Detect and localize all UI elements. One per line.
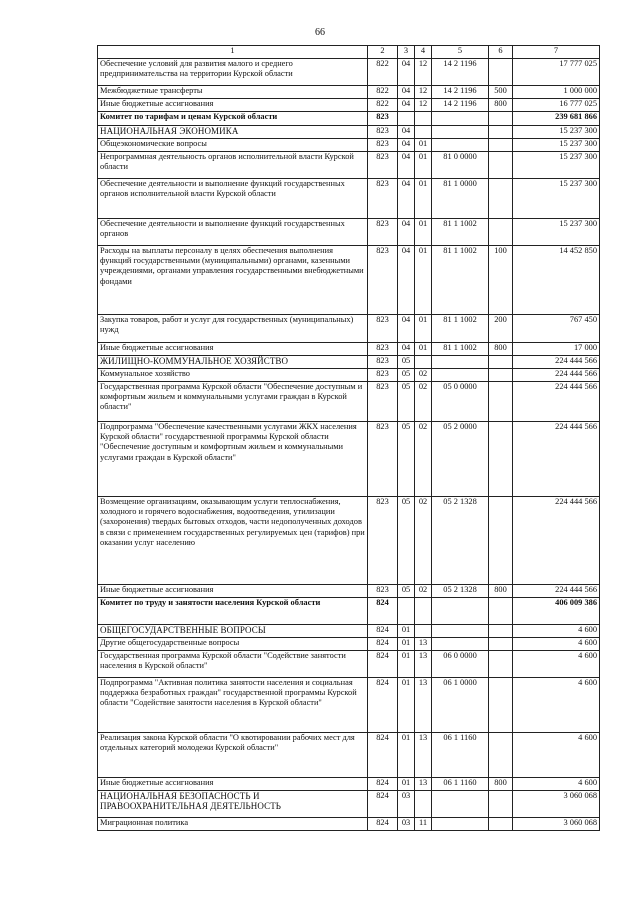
section-code-cell: 05 [398, 369, 415, 382]
subsection-code-cell: 13 [415, 651, 432, 678]
expense-type-cell [489, 126, 513, 139]
subsection-code-cell: 01 [415, 219, 432, 246]
target-article-cell [432, 598, 489, 625]
section-code-cell: 04 [398, 179, 415, 219]
target-article-cell [432, 818, 489, 831]
target-article-cell [432, 369, 489, 382]
header-row [98, 46, 600, 59]
target-article-cell: 05 2 1328 [432, 585, 489, 598]
table-row [98, 315, 600, 343]
name-cell: ЖИЛИЩНО-КОММУНАЛЬНОЕ ХОЗЯЙСТВО [98, 356, 368, 369]
expense-type-cell [489, 152, 513, 179]
table-row [98, 126, 600, 139]
subsection-code-cell: 12 [415, 99, 432, 112]
expense-type-cell: 200 [489, 315, 513, 343]
ved-code-cell: 822 [368, 99, 398, 112]
expense-type-cell [489, 356, 513, 369]
expense-type-cell [489, 422, 513, 497]
amount-cell: 224 444 566 [513, 369, 600, 382]
ved-code-cell: 824 [368, 778, 398, 791]
section-code-cell: 05 [398, 382, 415, 422]
expense-type-cell [489, 638, 513, 651]
target-article-cell [432, 625, 489, 638]
ved-code-cell: 823 [368, 369, 398, 382]
amount-cell: 15 237 300 [513, 126, 600, 139]
name-cell: Расходы на выплаты персоналу в целях обеспечения выполнения функций государственными (муниципальными) органами, казенными учреждениями, органами управления государственными внебюджетными фондами [98, 246, 368, 315]
subsection-code-cell: 01 [415, 179, 432, 219]
ved-code-cell: 824 [368, 733, 398, 778]
amount-cell: 17 000 [513, 343, 600, 356]
target-article-cell [432, 356, 489, 369]
table-row [98, 585, 600, 598]
expense-type-cell: 800 [489, 585, 513, 598]
table-row [98, 625, 600, 638]
ved-code-cell: 823 [368, 112, 398, 126]
target-article-cell: 05 2 0000 [432, 422, 489, 497]
subsection-code-cell: 12 [415, 59, 432, 86]
ved-code-cell: 824 [368, 638, 398, 651]
ved-code-cell: 824 [368, 818, 398, 831]
subsection-code-cell [415, 791, 432, 818]
subsection-code-cell [415, 126, 432, 139]
name-cell: Закупка товаров, работ и услуг для государственных (муниципальных) нужд [98, 315, 368, 343]
table-row [98, 382, 600, 422]
table-row [98, 112, 600, 126]
header-cell: 5 [432, 46, 489, 59]
subsection-code-cell: 02 [415, 382, 432, 422]
header-cell: 3 [398, 46, 415, 59]
amount-cell: 15 237 300 [513, 139, 600, 152]
ved-code-cell: 823 [368, 343, 398, 356]
name-cell: НАЦИОНАЛЬНАЯ БЕЗОПАСНОСТЬ И ПРАВООХРАНИТЕЛЬНАЯ ДЕЯТЕЛЬНОСТЬ [98, 791, 368, 818]
amount-cell: 4 600 [513, 733, 600, 778]
amount-cell: 224 444 566 [513, 497, 600, 585]
target-article-cell: 05 2 1328 [432, 497, 489, 585]
table-row [98, 139, 600, 152]
ved-code-cell: 823 [368, 422, 398, 497]
target-article-cell: 06 1 0000 [432, 678, 489, 733]
expense-type-cell [489, 625, 513, 638]
expense-type-cell [489, 651, 513, 678]
name-cell: Иные бюджетные ассигнования [98, 99, 368, 112]
section-code-cell: 04 [398, 219, 415, 246]
subsection-code-cell: 01 [415, 343, 432, 356]
table-row [98, 791, 600, 818]
section-code-cell: 04 [398, 139, 415, 152]
header-cell: 7 [513, 46, 600, 59]
amount-cell: 4 600 [513, 638, 600, 651]
expense-type-cell: 800 [489, 778, 513, 791]
section-code-cell [398, 598, 415, 625]
ved-code-cell: 823 [368, 126, 398, 139]
name-cell: Иные бюджетные ассигнования [98, 343, 368, 356]
name-cell: Обеспечение деятельности и выполнение функций государственных органов исполнительной власти Курской области [98, 179, 368, 219]
header-cell: 1 [98, 46, 368, 59]
expense-type-cell [489, 678, 513, 733]
target-article-cell: 06 0 0000 [432, 651, 489, 678]
header-cell: 6 [489, 46, 513, 59]
name-cell: Реализация закона Курской области "О квотировании рабочих мест для отдельных категорий молодежи Курской области" [98, 733, 368, 778]
section-code-cell: 04 [398, 59, 415, 86]
subsection-code-cell [415, 356, 432, 369]
amount-cell: 224 444 566 [513, 422, 600, 497]
ved-code-cell: 822 [368, 86, 398, 99]
ved-code-cell: 823 [368, 356, 398, 369]
table-row [98, 152, 600, 179]
table-body [98, 46, 600, 831]
subsection-code-cell: 12 [415, 86, 432, 99]
ved-code-cell: 822 [368, 59, 398, 86]
expense-type-cell [489, 112, 513, 126]
table-row [98, 422, 600, 497]
amount-cell: 4 600 [513, 678, 600, 733]
table-row [98, 651, 600, 678]
table-row [98, 638, 600, 651]
table-row [98, 246, 600, 315]
ved-code-cell: 823 [368, 497, 398, 585]
section-code-cell: 01 [398, 625, 415, 638]
page-number: 66 [315, 27, 325, 38]
subsection-code-cell [415, 598, 432, 625]
subsection-code-cell: 11 [415, 818, 432, 831]
section-code-cell: 04 [398, 246, 415, 315]
ved-code-cell: 823 [368, 315, 398, 343]
expense-type-cell [489, 791, 513, 818]
amount-cell: 4 600 [513, 651, 600, 678]
expense-type-cell [489, 59, 513, 86]
section-code-cell: 05 [398, 422, 415, 497]
expense-type-cell [489, 598, 513, 625]
subsection-code-cell: 01 [415, 246, 432, 315]
target-article-cell: 14 2 1196 [432, 99, 489, 112]
name-cell: Коммунальное хозяйство [98, 369, 368, 382]
target-article-cell [432, 112, 489, 126]
expense-type-cell [489, 818, 513, 831]
table-row [98, 86, 600, 99]
amount-cell: 4 600 [513, 778, 600, 791]
section-code-cell: 01 [398, 778, 415, 791]
name-cell: Государственная программа Курской области "Обеспечение доступным и комфортным жильем и коммунальными услугами граждан в Курской области" [98, 382, 368, 422]
name-cell: ОБЩЕГОСУДАРСТВЕННЫЕ ВОПРОСЫ [98, 625, 368, 638]
section-code-cell: 01 [398, 678, 415, 733]
target-article-cell: 05 0 0000 [432, 382, 489, 422]
amount-cell: 406 009 386 [513, 598, 600, 625]
target-article-cell [432, 791, 489, 818]
budget-table [97, 45, 600, 831]
amount-cell: 224 444 566 [513, 585, 600, 598]
section-code-cell: 04 [398, 99, 415, 112]
name-cell: НАЦИОНАЛЬНАЯ ЭКОНОМИКА [98, 126, 368, 139]
table-row [98, 598, 600, 625]
header-cell: 2 [368, 46, 398, 59]
amount-cell: 15 237 300 [513, 179, 600, 219]
name-cell: Подпрограмма "Обеспечение качественными услугами ЖКХ населения Курской области" государственной программы Курской области "Обеспечение доступным и комфортным жильем и коммунальными услугами граждан в Курской области" [98, 422, 368, 497]
section-code-cell [398, 112, 415, 126]
expense-type-cell: 100 [489, 246, 513, 315]
section-code-cell: 05 [398, 497, 415, 585]
ved-code-cell: 823 [368, 179, 398, 219]
subsection-code-cell [415, 625, 432, 638]
amount-cell: 17 777 025 [513, 59, 600, 86]
section-code-cell: 05 [398, 585, 415, 598]
target-article-cell: 81 1 1002 [432, 219, 489, 246]
target-article-cell [432, 126, 489, 139]
target-article-cell [432, 139, 489, 152]
target-article-cell: 14 2 1196 [432, 86, 489, 99]
subsection-code-cell: 01 [415, 315, 432, 343]
table-row [98, 818, 600, 831]
section-code-cell: 04 [398, 86, 415, 99]
section-code-cell: 03 [398, 818, 415, 831]
table-row [98, 678, 600, 733]
section-code-cell: 03 [398, 791, 415, 818]
target-article-cell: 14 2 1196 [432, 59, 489, 86]
target-article-cell: 06 1 1160 [432, 733, 489, 778]
section-code-cell: 01 [398, 638, 415, 651]
target-article-cell: 81 0 0000 [432, 152, 489, 179]
ved-code-cell: 823 [368, 219, 398, 246]
section-code-cell: 01 [398, 733, 415, 778]
amount-cell: 16 777 025 [513, 99, 600, 112]
expense-type-cell: 800 [489, 99, 513, 112]
table-row [98, 356, 600, 369]
table-row [98, 59, 600, 86]
subsection-code-cell: 13 [415, 678, 432, 733]
section-code-cell: 04 [398, 152, 415, 179]
table-row [98, 219, 600, 246]
amount-cell: 15 237 300 [513, 219, 600, 246]
name-cell: Государственная программа Курской области "Содействие занятости населения в Курской области" [98, 651, 368, 678]
expense-type-cell [489, 497, 513, 585]
section-code-cell: 04 [398, 315, 415, 343]
amount-cell: 3 060 068 [513, 818, 600, 831]
target-article-cell: 06 1 1160 [432, 778, 489, 791]
ved-code-cell: 824 [368, 678, 398, 733]
ved-code-cell: 823 [368, 382, 398, 422]
table-row [98, 733, 600, 778]
amount-cell: 224 444 566 [513, 356, 600, 369]
expense-type-cell [489, 369, 513, 382]
table-row [98, 778, 600, 791]
name-cell: Комитет по тарифам и ценам Курской области [98, 112, 368, 126]
section-code-cell: 04 [398, 343, 415, 356]
target-article-cell: 81 1 1002 [432, 246, 489, 315]
name-cell: Иные бюджетные ассигнования [98, 585, 368, 598]
expense-type-cell [489, 733, 513, 778]
amount-cell: 224 444 566 [513, 382, 600, 422]
expense-type-cell [489, 139, 513, 152]
target-article-cell: 81 1 1002 [432, 315, 489, 343]
name-cell: Миграционная политика [98, 818, 368, 831]
name-cell: Возмещение организациям, оказывающим услуги теплоснабжения, холодного и горячего водоснабжения, водоотведения, утилизации (захоронения) твердых бытовых отходов, части недополученных доходов в связи с применением государственных регулируемых цен (тарифов) при оказании услуг населению [98, 497, 368, 585]
target-article-cell [432, 638, 489, 651]
table-row [98, 369, 600, 382]
table-row [98, 179, 600, 219]
expense-type-cell [489, 219, 513, 246]
subsection-code-cell [415, 112, 432, 126]
amount-cell: 15 237 300 [513, 152, 600, 179]
expense-type-cell: 800 [489, 343, 513, 356]
subsection-code-cell: 13 [415, 733, 432, 778]
expense-type-cell [489, 179, 513, 219]
name-cell: Комитет по труду и занятости населения Курской области [98, 598, 368, 625]
ved-code-cell: 823 [368, 585, 398, 598]
ved-code-cell: 824 [368, 651, 398, 678]
table-row [98, 99, 600, 112]
table-row [98, 343, 600, 356]
subsection-code-cell: 13 [415, 778, 432, 791]
amount-cell: 239 681 866 [513, 112, 600, 126]
name-cell: Межбюджетные трансферты [98, 86, 368, 99]
name-cell: Подпрограмма "Активная политика занятости населения и социальная поддержка безработных граждан" государственной программы Курской области "Содействие занятости населения в Курской области" [98, 678, 368, 733]
amount-cell: 4 600 [513, 625, 600, 638]
ved-code-cell: 824 [368, 791, 398, 818]
subsection-code-cell: 02 [415, 422, 432, 497]
section-code-cell: 05 [398, 356, 415, 369]
table-row [98, 497, 600, 585]
name-cell: Другие общегосударственные вопросы [98, 638, 368, 651]
amount-cell: 14 452 850 [513, 246, 600, 315]
ved-code-cell: 824 [368, 598, 398, 625]
amount-cell: 3 060 068 [513, 791, 600, 818]
name-cell: Обеспечение условий для развития малого и среднего предпринимательства на территории Курской области [98, 59, 368, 86]
name-cell: Иные бюджетные ассигнования [98, 778, 368, 791]
expense-type-cell: 500 [489, 86, 513, 99]
name-cell: Обеспечение деятельности и выполнение функций государственных органов [98, 219, 368, 246]
ved-code-cell: 824 [368, 625, 398, 638]
name-cell: Общеэкономические вопросы [98, 139, 368, 152]
subsection-code-cell: 02 [415, 497, 432, 585]
section-code-cell: 04 [398, 126, 415, 139]
subsection-code-cell: 13 [415, 638, 432, 651]
subsection-code-cell: 01 [415, 152, 432, 179]
subsection-code-cell: 02 [415, 369, 432, 382]
name-cell: Непрограммная деятельность органов исполнительной власти Курской области [98, 152, 368, 179]
target-article-cell: 81 1 0000 [432, 179, 489, 219]
subsection-code-cell: 01 [415, 139, 432, 152]
section-code-cell: 01 [398, 651, 415, 678]
expense-type-cell [489, 382, 513, 422]
ved-code-cell: 823 [368, 152, 398, 179]
target-article-cell: 81 1 1002 [432, 343, 489, 356]
amount-cell: 767 450 [513, 315, 600, 343]
subsection-code-cell: 02 [415, 585, 432, 598]
ved-code-cell: 823 [368, 139, 398, 152]
header-cell: 4 [415, 46, 432, 59]
amount-cell: 1 000 000 [513, 86, 600, 99]
ved-code-cell: 823 [368, 246, 398, 315]
